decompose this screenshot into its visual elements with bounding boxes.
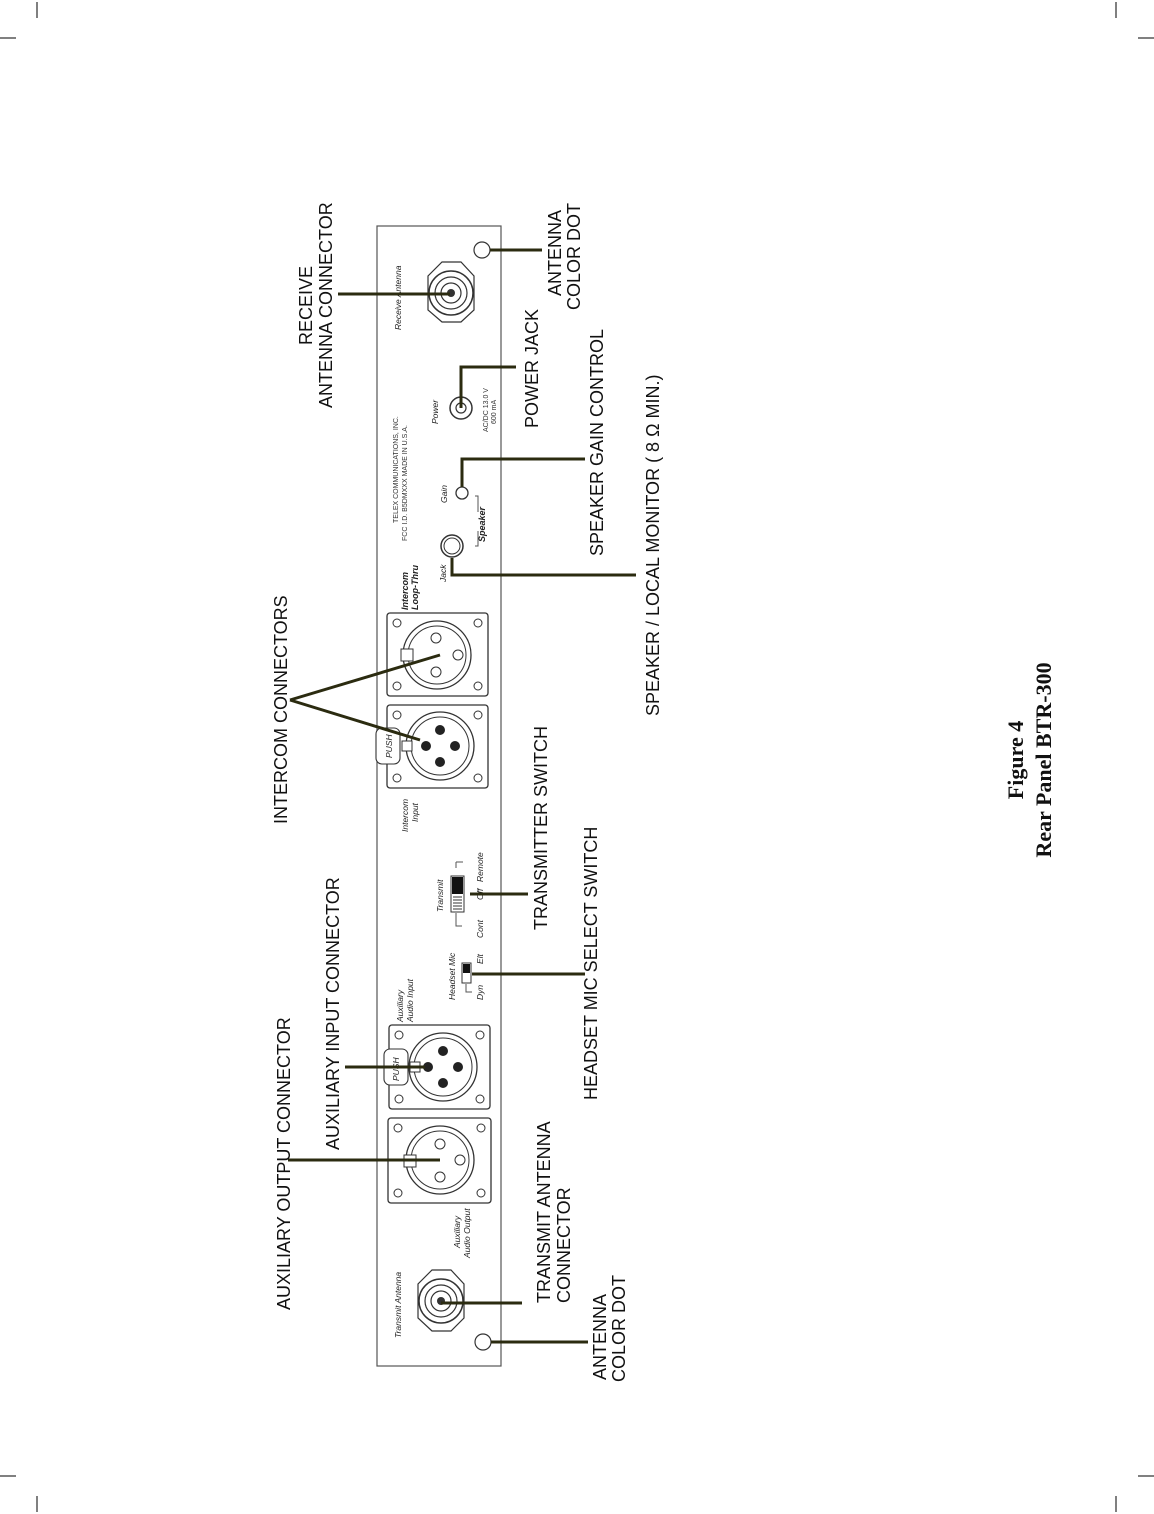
speaker-label: Speaker [477, 506, 487, 542]
callout-transmit-antenna-1: TRANSMIT ANTENNA [534, 1121, 554, 1303]
power-rating-1: AC/DC 13.0 V [483, 388, 490, 432]
callout-transmitter-switch: TRANSMITTER SWITCH [531, 726, 551, 930]
push-label-intercom: PUSH [384, 734, 394, 758]
headset-mic-label: Headset Mic [447, 952, 457, 1000]
jack-label: Jack [438, 564, 448, 582]
aux-input-label-2: Audio Input [405, 978, 415, 1022]
transmitter-switch [451, 876, 464, 912]
transmit-antenna-connector [418, 1270, 464, 1331]
receive-antenna-label: Receive Antenna [393, 265, 403, 330]
callout-power-jack: POWER JACK [522, 308, 542, 428]
callout-transmit-antenna-2: CONNECTOR [554, 1187, 574, 1303]
figure-number: Figure 4 [1003, 720, 1028, 800]
aux-input-label-1: Auxiliary [395, 989, 405, 1022]
callout-aux-output: AUXILIARY OUTPUT CONNECTOR [274, 1017, 294, 1310]
callout-receive-antenna-2: ANTENNA CONNECTOR [316, 202, 336, 408]
aux-output-label-2: Audio Output [462, 1208, 472, 1258]
callout-antenna-dot-top-1: ANTENNA [545, 209, 565, 296]
callout-antenna-dot-bottom-2: COLOR DOT [609, 1274, 629, 1382]
callout-antenna-dot-bottom-1: ANTENNA [590, 1293, 610, 1380]
speaker-gain-knob [456, 487, 468, 499]
figure-title: Rear Panel BTR-300 [1031, 662, 1056, 858]
callout-antenna-dot-top-2: COLOR DOT [564, 202, 584, 310]
manufacturer-line-2: FCC I.D. B5DMXXX MADE IN U.S.A. [402, 425, 409, 541]
callout-headset-mic-switch: HEADSET MIC SELECT SWITCH [581, 826, 601, 1100]
cont-label: Cont [475, 920, 485, 938]
figure-caption [1003, 662, 1056, 857]
push-label-aux: PUSH [391, 1057, 401, 1081]
intercom-input-label-1: Intercom [400, 798, 410, 832]
callout-receive-antenna-1: RECEIVE [296, 265, 316, 345]
rear-panel [376, 226, 501, 1366]
receive-antenna-connector [428, 262, 474, 322]
speaker-jack [441, 535, 463, 557]
callout-speaker-gain: SPEAKER GAIN CONTROL [587, 328, 607, 556]
remote-label: Remote [475, 852, 485, 882]
callout-intercom-connectors: INTERCOM CONNECTORS [271, 595, 291, 824]
gain-label: Gain [439, 485, 449, 503]
manufacturer-line-1: TELEX COMMUNICATIONS, INC. [393, 416, 400, 523]
callout-speaker-monitor: SPEAKER / LOCAL MONITOR ( 8 Ω MIN.) [643, 374, 663, 716]
antenna-color-dot-bottom [475, 1334, 491, 1350]
transmit-label: Transmit [435, 879, 445, 912]
intercom-loop-label-1: Intercom [400, 571, 410, 610]
transmit-antenna-label: Transmit Antenna [393, 1271, 403, 1338]
intercom-input-label-2: Input [410, 803, 420, 822]
power-rating-2: 600 mA [491, 399, 498, 424]
aux-output-label-1: Auxiliary [452, 1215, 462, 1248]
off-label: Off [475, 888, 485, 900]
dyn-label: Dyn [475, 984, 485, 1000]
callout-aux-input: AUXILIARY INPUT CONNECTOR [323, 877, 343, 1150]
elt-label: Elt [475, 954, 485, 964]
intercom-loop-label-2: Loop-Thru [410, 565, 420, 610]
headset-mic-switch [462, 963, 471, 983]
power-label: Power [430, 399, 440, 424]
antenna-color-dot-top [474, 242, 490, 258]
